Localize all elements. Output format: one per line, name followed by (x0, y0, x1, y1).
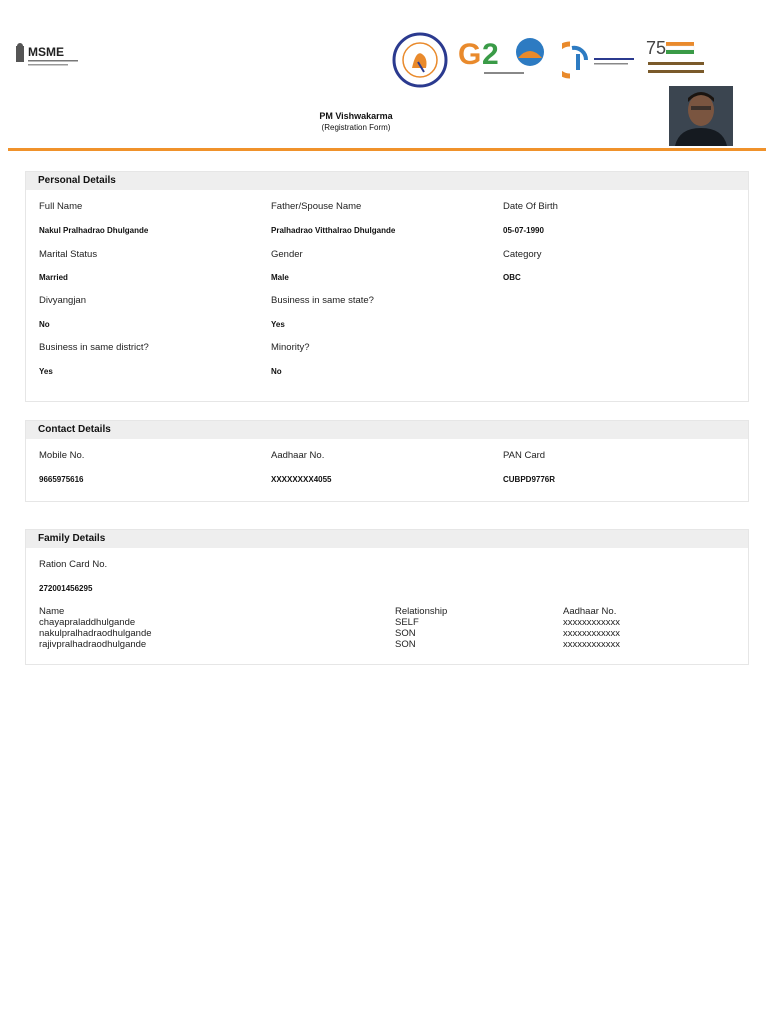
gender-value: Male (271, 273, 289, 282)
category-value: OBC (503, 273, 521, 282)
member-relationship: SON (395, 628, 416, 639)
svg-text:75: 75 (646, 38, 667, 58)
father-spouse-name-value: Pralhadrao Vitthalrao Dhulgande (271, 226, 396, 235)
contact-details-section (25, 420, 749, 502)
mobile-no-label: Mobile No. (39, 450, 85, 461)
full-name-label: Full Name (39, 201, 83, 212)
pan-card-label: PAN Card (503, 450, 546, 461)
section-heading: Family Details (26, 530, 748, 548)
business-same-state-value: Yes (271, 320, 285, 329)
form-subtitle: (Registration Form) (321, 123, 391, 132)
date-of-birth-value: 05-07-1990 (503, 226, 544, 235)
pan-card-value: CUBPD9776R (503, 475, 556, 484)
page-header (0, 0, 768, 152)
g20-logo (458, 34, 552, 82)
business-same-district-value: Yes (39, 367, 53, 376)
father-spouse-name-label: Father/Spouse Name (271, 201, 362, 212)
svg-text:G: G (458, 38, 482, 71)
member-name: chayapraladdhulgande (39, 617, 136, 628)
aadhaar-no-value: XXXXXXXX4055 (271, 475, 332, 484)
member-aadhaar: xxxxxxxxxxxx (563, 628, 620, 639)
svg-text:2: 2 (482, 38, 499, 71)
applicant-photo (669, 86, 733, 146)
column-header-aadhaar: Aadhaar No. (563, 606, 617, 617)
header-divider (8, 148, 766, 151)
member-relationship: SON (395, 639, 416, 650)
personal-details-section (25, 171, 749, 402)
member-relationship: SELF (395, 617, 419, 628)
business-same-district-label: Business in same district? (39, 342, 149, 353)
mobile-no-value: 9665975616 (39, 475, 84, 484)
member-name: nakulpralhadraodhulgande (39, 628, 152, 639)
ration-card-label: Ration Card No. (39, 559, 108, 570)
partner-logos (392, 30, 712, 86)
member-aadhaar: xxxxxxxxxxxx (563, 639, 620, 650)
digital-india-logo (562, 38, 640, 80)
msme-logo (14, 42, 84, 72)
form-title: PM Vishwakarma (319, 111, 393, 121)
azadi-ka-amrit-mahotsav-logo (644, 36, 710, 82)
gender-label: Gender (271, 249, 303, 260)
divyangjan-value: No (39, 320, 50, 329)
divyangjan-label: Divyangjan (39, 295, 86, 306)
category-label: Category (503, 249, 542, 260)
msme-logo-text: MSME (28, 45, 64, 59)
aadhaar-no-label: Aadhaar No. (271, 450, 325, 461)
minority-value: No (271, 367, 282, 376)
pm-vishwakarma-logo (392, 32, 448, 88)
section-heading: Personal Details (26, 172, 748, 190)
family-details-section (25, 529, 749, 665)
business-same-state-label: Business in same state? (271, 295, 374, 306)
marital-status-value: Married (39, 273, 68, 282)
column-header-name: Name (39, 606, 65, 617)
marital-status-label: Marital Status (39, 249, 98, 260)
minority-label: Minority? (271, 342, 310, 353)
column-header-relationship: Relationship (395, 606, 448, 617)
member-aadhaar: xxxxxxxxxxxx (563, 617, 620, 628)
full-name-value: Nakul Pralhadrao Dhulgande (39, 226, 149, 235)
section-heading: Contact Details (26, 421, 748, 439)
date-of-birth-label: Date Of Birth (503, 201, 558, 212)
member-name: rajivpralhadraodhulgande (39, 639, 147, 650)
ration-card-value: 272001456295 (39, 584, 93, 593)
